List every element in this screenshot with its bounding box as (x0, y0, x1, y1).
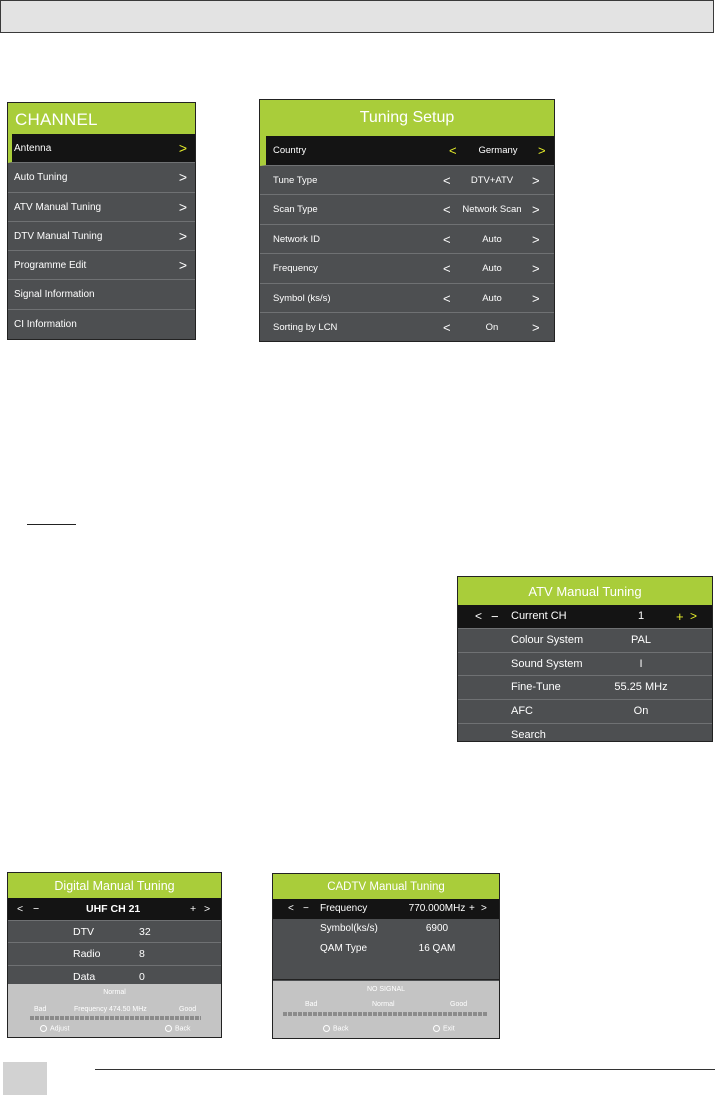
tuning-row-tune-type[interactable] (260, 166, 554, 196)
chevron-left-icon[interactable]: < (443, 290, 451, 306)
tuning-row-label: Frequency (273, 263, 318, 274)
chevron-left-icon[interactable]: < (288, 903, 294, 914)
atv-row-value: PAL (631, 633, 651, 646)
signal-strength-bar (283, 1012, 488, 1016)
digital-row-label: DTV (73, 925, 94, 938)
atv-row-search[interactable] (458, 724, 712, 742)
chevron-right-icon: > (178, 227, 187, 244)
chevron-left-icon[interactable]: < (443, 202, 451, 217)
page-number-box (3, 1062, 47, 1095)
tuning-row-symbol[interactable] (260, 284, 554, 314)
underline-mark (27, 524, 76, 525)
chevron-right-icon[interactable]: > (204, 903, 211, 915)
digital-row-value: 8 (139, 948, 145, 960)
chevron-right-icon[interactable]: > (532, 172, 540, 188)
channel-item-antenna[interactable] (8, 134, 195, 163)
tuning-row-scan-type[interactable] (260, 195, 554, 225)
atv-manual-title: ATV Manual Tuning (458, 577, 712, 605)
channel-item-label: Programme Edit (14, 260, 87, 272)
chevron-left-icon[interactable]: < (443, 172, 451, 188)
tuning-row-label: Tune Type (273, 174, 318, 186)
tuning-row-label: Country (273, 145, 307, 156)
tuning-row-network-id[interactable] (260, 225, 554, 255)
atv-manual-tuning-panel (457, 576, 713, 742)
channel-menu-panel (7, 102, 196, 340)
channel-item-programme-edit[interactable] (8, 251, 195, 280)
chevron-left-icon[interactable]: < (443, 261, 451, 276)
channel-item-label: Signal Information (14, 289, 95, 301)
atv-row-label: Sound System (511, 657, 583, 670)
signal-frequency: Frequency 474.50 MHz (74, 1006, 147, 1013)
minus-icon[interactable]: − (33, 903, 40, 915)
digital-row-radio (8, 943, 221, 966)
chevron-right-icon[interactable]: > (481, 903, 487, 914)
digital-row-value: 32 (139, 925, 151, 938)
back-label: Back (333, 1025, 349, 1033)
tuning-row-value: Germany (478, 145, 518, 156)
cadtv-row-label: Symbol(ks/s) (320, 923, 378, 934)
chevron-right-icon[interactable]: > (532, 261, 540, 276)
atv-row-label: Colour System (511, 633, 584, 646)
cadtv-manual-tuning-panel (272, 873, 500, 1039)
atv-row-current-ch[interactable] (458, 605, 712, 629)
channel-item-label: ATV Manual Tuning (14, 201, 102, 213)
footer-rule (95, 1069, 715, 1070)
exit-button[interactable] (433, 1025, 455, 1032)
channel-item-label: CI Information (14, 318, 77, 330)
back-label: Back (175, 1025, 191, 1033)
chevron-right-icon[interactable]: > (532, 202, 540, 217)
digital-channel-label: UHF CH 21 (86, 903, 141, 915)
chevron-right-icon[interactable]: > (532, 231, 540, 247)
digital-manual-title: Digital Manual Tuning (8, 873, 221, 898)
chevron-right-icon[interactable]: > (532, 320, 540, 335)
header-bar (0, 0, 714, 33)
chevron-right-icon[interactable]: > (532, 290, 540, 306)
cadtv-row-label: Frequency (320, 903, 368, 914)
plus-icon[interactable]: + (469, 903, 475, 914)
digital-row-label: Data (73, 970, 96, 983)
chevron-right-icon: > (178, 169, 187, 186)
tuning-setup-panel (259, 99, 555, 342)
cadtv-row-qam-type[interactable] (273, 939, 499, 959)
channel-item-atv-manual-tuning[interactable] (8, 193, 195, 222)
atv-row-fine-tune[interactable] (458, 676, 712, 700)
tuning-row-label: Sorting by LCN (273, 322, 338, 333)
back-button-icon (323, 1025, 330, 1032)
channel-item-label: DTV Manual Tuning (14, 230, 103, 242)
tuning-row-value: Auto (482, 263, 502, 274)
back-button-icon (165, 1025, 172, 1032)
atv-row-afc[interactable] (458, 700, 712, 724)
atv-row-label: Search (511, 728, 546, 741)
channel-item-ci-information[interactable] (8, 310, 195, 339)
cadtv-manual-title: CADTV Manual Tuning (273, 874, 499, 899)
signal-good-label: Good (450, 1001, 468, 1008)
chevron-left-icon[interactable]: < (443, 320, 451, 335)
tuning-row-label: Network ID (273, 233, 320, 245)
tuning-row-value: DTV+ATV (470, 174, 514, 186)
atv-row-value: On (633, 705, 649, 718)
tuning-row-label: Symbol (ks/s) (273, 292, 331, 304)
cadtv-row-value: 6900 (425, 923, 449, 934)
chevron-left-icon[interactable]: < (443, 231, 451, 247)
atv-row-value: I (639, 657, 643, 670)
ok-button-icon (40, 1025, 47, 1032)
signal-bad-label: Bad (34, 1006, 47, 1013)
chevron-left-icon[interactable]: < (475, 609, 483, 623)
atv-row-colour-system[interactable] (458, 629, 712, 653)
chevron-left-icon[interactable]: < (449, 143, 457, 158)
chevron-right-icon: > (178, 257, 187, 274)
signal-bad-label: Bad (305, 1001, 318, 1008)
tuning-row-frequency[interactable] (260, 254, 554, 284)
back-button[interactable] (323, 1025, 349, 1032)
exit-button-icon (433, 1025, 440, 1032)
minus-icon[interactable]: − (491, 609, 499, 624)
plus-icon[interactable]: + (676, 609, 684, 624)
tuning-row-value: On (485, 322, 499, 333)
signal-good-label: Good (179, 1006, 197, 1013)
channel-item-label: Antenna (14, 143, 52, 154)
signal-strength-area (8, 984, 221, 1037)
atv-row-sound-system[interactable] (458, 653, 712, 677)
divider (273, 979, 499, 980)
signal-normal-label: Normal (372, 1001, 395, 1008)
back-button[interactable] (165, 1025, 191, 1032)
digital-manual-tuning-panel (7, 872, 222, 1038)
chevron-right-icon: > (178, 198, 187, 215)
cadtv-row-symbol[interactable] (273, 919, 499, 939)
cadtv-row-value: 770.000MHz (408, 903, 466, 914)
exit-label: Exit (443, 1025, 455, 1033)
adjust-button[interactable] (40, 1025, 69, 1032)
digital-row-value: 0 (139, 970, 145, 983)
tuning-row-value: Network Scan (462, 204, 522, 215)
tuning-row-label: Scan Type (273, 204, 318, 215)
digital-row-channel[interactable] (8, 898, 221, 921)
tuning-row-value: Auto (482, 233, 502, 245)
channel-menu-title: CHANNEL (8, 103, 195, 134)
channel-item-dtv-manual-tuning[interactable] (8, 222, 195, 251)
signal-strength-bar (30, 1016, 201, 1020)
tuning-setup-title: Tuning Setup (260, 100, 554, 136)
minus-icon[interactable]: − (303, 903, 309, 914)
digital-row-label: Radio (73, 948, 101, 960)
tuning-row-value: Auto (482, 292, 502, 304)
chevron-left-icon[interactable]: < (17, 903, 24, 915)
chevron-right-icon[interactable]: > (690, 609, 698, 623)
atv-row-label: Fine-Tune (511, 681, 561, 694)
cadtv-row-frequency[interactable] (273, 899, 499, 919)
tuning-row-country[interactable] (260, 136, 554, 166)
channel-item-label: Auto Tuning (14, 172, 68, 184)
atv-row-value: 1 (637, 610, 645, 622)
channel-item-auto-tuning[interactable] (8, 163, 195, 192)
atv-row-label: Current CH (511, 610, 567, 622)
signal-status: Normal (103, 989, 126, 996)
chevron-right-icon: > (178, 140, 187, 156)
atv-row-label: AFC (511, 705, 533, 718)
atv-row-value: 55.25 MHz (614, 681, 668, 694)
digital-row-dtv (8, 921, 221, 944)
chevron-right-icon[interactable]: > (538, 143, 546, 158)
signal-strength-area (273, 981, 499, 1038)
channel-item-signal-information[interactable] (8, 280, 195, 309)
signal-status: NO SIGNAL (366, 986, 406, 993)
tuning-row-sorting-by-lcn[interactable] (260, 313, 554, 342)
plus-icon[interactable]: + (190, 903, 197, 915)
adjust-label: Adjust (50, 1025, 70, 1033)
cadtv-row-value: 16 QAM (418, 943, 456, 954)
cadtv-row-label: QAM Type (320, 943, 368, 954)
